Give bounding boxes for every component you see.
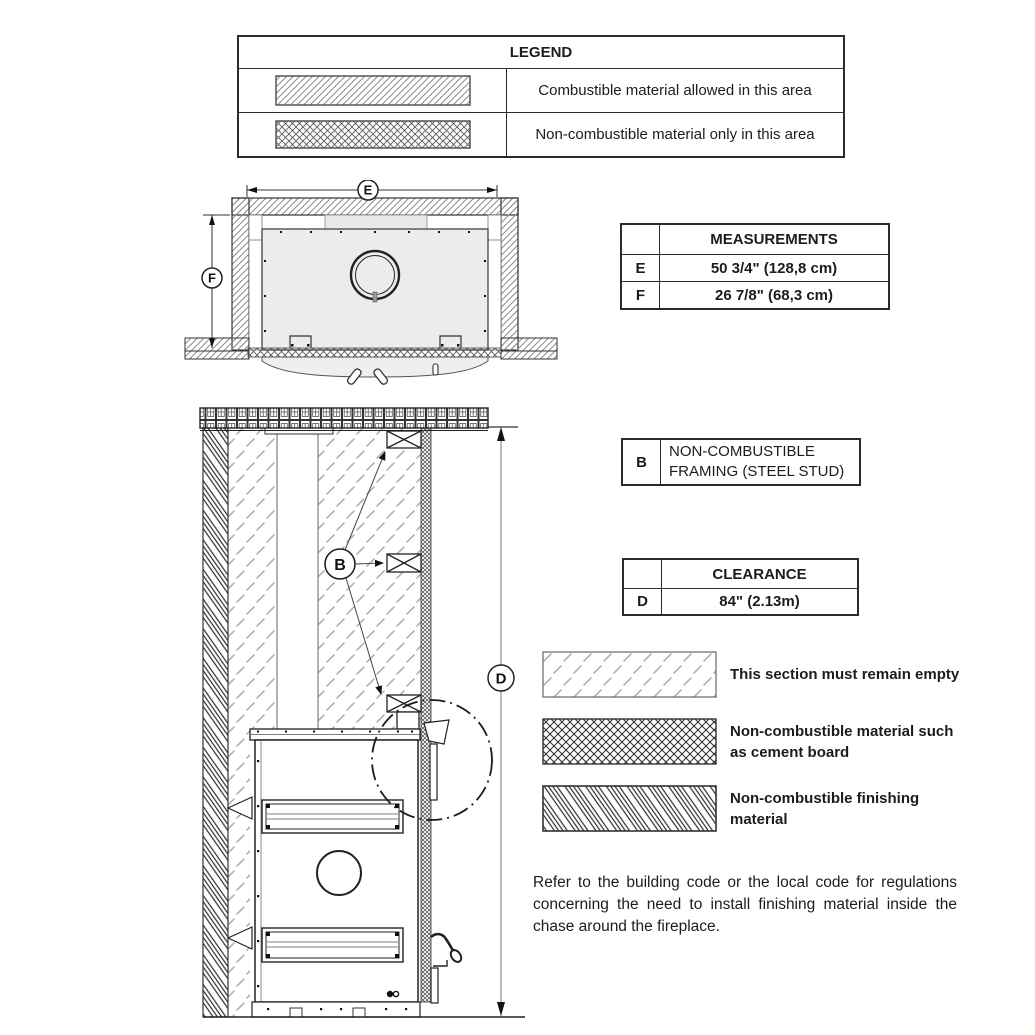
ceiling-band bbox=[200, 408, 488, 431]
measurement-f-key: F bbox=[622, 282, 660, 308]
fireplace-side-view-diagram bbox=[195, 400, 530, 1035]
steel-stud-bottom bbox=[387, 695, 421, 712]
framing-label-b bbox=[325, 549, 355, 579]
finishing-material-stripes-swatch bbox=[542, 785, 717, 832]
combustible-hatch-swatch bbox=[275, 75, 471, 106]
key-label-finishing-material: Non-combustible finishing material bbox=[730, 789, 920, 828]
dimension-label-f bbox=[202, 268, 222, 288]
steel-stud-middle bbox=[387, 554, 421, 572]
framing-table bbox=[621, 438, 861, 486]
clearance-title: CLEARANCE bbox=[712, 565, 807, 583]
finishing-material-wall bbox=[203, 428, 228, 1017]
legend-row-non-combustible bbox=[239, 112, 843, 156]
clearance-d-value: 84" (2.13m) bbox=[719, 593, 800, 610]
non-combustible-crosshatch-swatch bbox=[275, 120, 471, 149]
top-louver bbox=[262, 800, 403, 833]
measurements-header-key-cell bbox=[622, 225, 660, 254]
empty-section-hatch-swatch bbox=[542, 651, 717, 698]
svg-text:D: D bbox=[495, 670, 507, 688]
table-row bbox=[624, 588, 857, 614]
key-item-cement-board bbox=[542, 718, 960, 765]
fireplace-unit-side-view bbox=[250, 729, 420, 1017]
legend-non-combustible-label: Non-combustible material only in this area bbox=[535, 126, 815, 143]
fireplace-top-view-diagram bbox=[180, 180, 572, 388]
measurement-e-value: 50 3/4" (128,8 cm) bbox=[710, 259, 838, 277]
svg-text:B: B bbox=[334, 557, 346, 574]
top-spacer bbox=[325, 215, 427, 229]
svg-text:F: F bbox=[208, 270, 216, 286]
key-item-empty-section bbox=[542, 651, 960, 698]
key-label-empty-section: This section must remain empty bbox=[730, 666, 960, 683]
clearance-table bbox=[622, 558, 859, 616]
measurement-e-key: E bbox=[622, 255, 660, 281]
legend-table bbox=[237, 35, 845, 158]
building-code-note: Refer to the building code or the local code for regulations concerning the need to install finishing material inside the chase around the fireplace. bbox=[533, 874, 957, 935]
cement-board-crosshatch-swatch bbox=[542, 718, 717, 765]
dimension-label-e bbox=[358, 180, 378, 200]
measurements-title: MEASUREMENTS bbox=[710, 231, 838, 248]
clearance-header-key-cell bbox=[624, 560, 662, 588]
measurements-table bbox=[620, 223, 890, 310]
key-item-finishing-material bbox=[542, 785, 960, 832]
non-combustible-front-strip bbox=[248, 348, 501, 357]
key-label-cement-board: Non-combustible material such as cement board bbox=[730, 722, 954, 761]
vent-support-box bbox=[397, 712, 419, 729]
legend-row-combustible bbox=[239, 69, 843, 112]
framing-value: NON-COMBUSTIBLE FRAMING (STEEL STUD) bbox=[669, 443, 845, 480]
dimension-d bbox=[488, 427, 518, 1016]
steel-stud-top bbox=[387, 431, 421, 448]
door-handle bbox=[431, 934, 463, 1003]
table-row bbox=[622, 281, 888, 308]
svg-text:E: E bbox=[363, 182, 373, 198]
legend-combustible-label: Combustible material allowed in this area bbox=[538, 82, 812, 99]
clearance-d-key: D bbox=[624, 589, 662, 614]
measurement-f-value: 26 7/8" (68,3 cm) bbox=[714, 286, 833, 304]
bottom-louver bbox=[262, 928, 403, 962]
table-row bbox=[622, 254, 888, 281]
cement-board-strip bbox=[421, 428, 431, 1002]
blower-circle bbox=[317, 851, 361, 895]
framing-key: B bbox=[623, 440, 661, 484]
unit-base bbox=[252, 1002, 420, 1017]
legend-title: LEGEND bbox=[239, 37, 843, 69]
